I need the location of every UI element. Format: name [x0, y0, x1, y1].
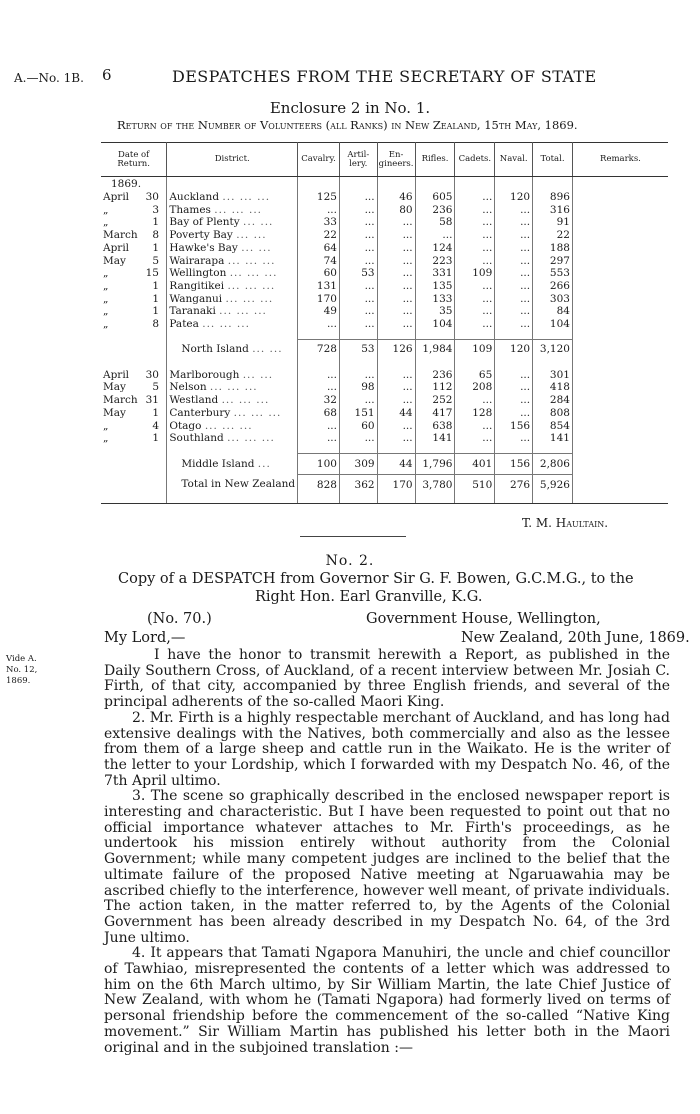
engineers-cell: 44 — [377, 407, 415, 420]
table-row — [101, 407, 668, 420]
total-cell: 303 — [533, 293, 573, 306]
remarks-cell — [572, 305, 668, 318]
naval-cell: ... — [495, 267, 533, 280]
cavalry-cell: ... — [298, 432, 340, 445]
table-row — [101, 305, 668, 318]
total-cell: 141 — [533, 432, 573, 445]
cavalry-cell: 64 — [298, 242, 340, 255]
column-header: Date of Return. — [101, 143, 167, 177]
rifles-cell: 124 — [415, 242, 455, 255]
total-cell: 553 — [533, 267, 573, 280]
rifles-cell: ... — [415, 229, 455, 242]
remarks-cell — [572, 280, 668, 293]
table-row — [101, 432, 668, 445]
district-cell: Thames ... ... ... — [167, 204, 298, 217]
cavalry-cell: 68 — [298, 407, 340, 420]
engineers-cell: ... — [377, 267, 415, 280]
cavalry-cell: ... — [298, 420, 340, 433]
cavalry-cell: 125 — [298, 191, 340, 204]
artillery-cell: ... — [339, 242, 377, 255]
district-cell: Southland ... ... ... — [167, 432, 298, 445]
district-cell: Marlborough ... ... — [167, 369, 298, 382]
engineers-cell: ... — [377, 420, 415, 433]
naval-cell: ... — [495, 432, 533, 445]
remarks-cell — [572, 216, 668, 229]
date-cell: May 5 — [101, 381, 167, 394]
remarks-cell — [572, 394, 668, 407]
rifles-cell: 133 — [415, 293, 455, 306]
naval-cell: ... — [495, 407, 533, 420]
cadets-cell: ... — [455, 420, 495, 433]
remarks-cell — [572, 242, 668, 255]
divider-rule — [300, 536, 406, 537]
naval-cell: ... — [495, 229, 533, 242]
artillery-cell: ... — [339, 394, 377, 407]
cadets-cell: ... — [455, 305, 495, 318]
paragraph: 4. It appears that Tamati Ngapora Manuhiri, the uncle and chief councillor of Tawhiao, misrepresented the contents of a letter which was addressed to him on the 6th March ultimo, by Sir William Martin, the late Chief Justice of New Zealand, with whom he (Tamati Ngapora) had formerly lived on terms of personal friendship before the commencement of the so-called “Native King movement.” Sir William Martin has published his letter both in the Maori original and in the subjoined translation :— — [104, 945, 670, 1056]
date-cell: April 30 — [101, 369, 167, 382]
column-header: Cavalry. — [298, 143, 340, 177]
artillery-cell: ... — [339, 305, 377, 318]
column-header: Naval. — [495, 143, 533, 177]
cadets-cell: ... — [455, 242, 495, 255]
engineers-cell: ... — [377, 369, 415, 382]
district-cell: Poverty Bay ... ... — [167, 229, 298, 242]
total-cell: 91 — [533, 216, 573, 229]
date-cell: May 5 — [101, 255, 167, 268]
naval-cell: ... — [495, 369, 533, 382]
date-cell: April 30 — [101, 191, 167, 204]
district-cell: Otago ... ... ... — [167, 420, 298, 433]
cavalry-cell: 60 — [298, 267, 340, 280]
cavalry-cell: 22 — [298, 229, 340, 242]
cadets-cell: ... — [455, 229, 495, 242]
total-cell: 22 — [533, 229, 573, 242]
district-cell: Patea ... ... ... — [167, 318, 298, 331]
engineers-cell: ... — [377, 293, 415, 306]
rifles-cell: 112 — [415, 381, 455, 394]
enclosure-heading: Enclosure 2 in No. 1. — [269, 99, 431, 117]
table-row — [101, 204, 668, 217]
total-cell: 104 — [533, 318, 573, 331]
despatch-place-line2: New Zealand, 20th June, 1869. — [461, 630, 690, 646]
rifles-cell: 605 — [415, 191, 455, 204]
artillery-cell: ... — [339, 432, 377, 445]
artillery-cell: 151 — [339, 407, 377, 420]
artillery-cell: ... — [339, 229, 377, 242]
artillery-cell: ... — [339, 369, 377, 382]
remarks-cell — [572, 407, 668, 420]
paragraph: I have the honor to transmit herewith a Report, as published in the Daily Southern Cross, of Auckland, of a recent interview between Mr. Josiah C. Firth, of that city, accompanied by three English friends, and several of the principal adherents of the so-called Maori King. — [104, 647, 670, 711]
district-cell: Nelson ... ... ... — [167, 381, 298, 394]
document-code: A.—No. 1B. — [14, 71, 84, 85]
rifles-cell: 236 — [415, 369, 455, 382]
engineers-cell: 80 — [377, 204, 415, 217]
paragraph: 2. Mr. Firth is a highly respectable merchant of Auckland, and has long had extensive dealings with the Natives, both commercially and also as the lessee from them of a large sheep and cattle run in the Waikato. He is the writer of the letter to your Lordship, which I forwarded with my Despatch No. 46, of the 7th April ultimo. — [104, 709, 670, 789]
cadets-cell: 208 — [455, 381, 495, 394]
column-header: Artil-lery. — [339, 143, 377, 177]
subtotal-label: Middle Island — [181, 457, 255, 470]
engineers-cell: ... — [377, 305, 415, 318]
table-row — [101, 318, 668, 331]
district-cell: Rangitikei ... ... ... — [167, 280, 298, 293]
engineers-cell: ... — [377, 216, 415, 229]
date-cell: „ 15 — [101, 267, 167, 280]
remarks-cell — [572, 318, 668, 331]
naval-cell: ... — [495, 318, 533, 331]
naval-cell: ... — [495, 305, 533, 318]
table-row — [101, 267, 668, 280]
engineers-cell: 46 — [377, 191, 415, 204]
margin-note: Vide A. No. 12, 1869. — [6, 654, 38, 686]
date-cell: March 31 — [101, 394, 167, 407]
remarks-cell — [572, 420, 668, 433]
date-cell: „ 1 — [101, 293, 167, 306]
remarks-cell — [572, 229, 668, 242]
cadets-cell: ... — [455, 280, 495, 293]
district-cell: Bay of Plenty ... ... — [167, 216, 298, 229]
total-cell: 418 — [533, 381, 573, 394]
cadets-cell: ... — [455, 293, 495, 306]
year-label: 1869. — [101, 177, 167, 192]
page-header-title: DESPATCHES FROM THE SECRETARY OF STATE — [172, 67, 597, 86]
total-cell: 266 — [533, 280, 573, 293]
remarks-cell — [572, 204, 668, 217]
table-row — [101, 191, 668, 204]
rifles-cell: 223 — [415, 255, 455, 268]
salutation: My Lord,— — [104, 630, 186, 646]
rifles-cell: 135 — [415, 280, 455, 293]
column-header: Cadets. — [455, 143, 495, 177]
paragraph: 3. The scene so graphically described in the enclosed newspaper report is interesting and characteristic. But I have been requested to point out that no official importance whatever attaches to Mr. Firth's proceedings, as he undertook his mission entirely without authority from the Colonial Government; while many competent judges are inclined to the belief that the ultimate failure of the proposed Native meeting at Ngaruawahia may be ascribed chiefly to the interference, however well meant, of private individuals. The action taken, in the matter referred to, by the Agents of the Colonial Government has been already described in my Despatch No. 64, of the 3rd June ultimo. — [104, 788, 670, 946]
cadets-cell: 65 — [455, 369, 495, 382]
rifles-cell: 58 — [415, 216, 455, 229]
engineers-cell: ... — [377, 229, 415, 242]
cavalry-cell: 170 — [298, 293, 340, 306]
naval-cell: ... — [495, 280, 533, 293]
date-cell: „ 1 — [101, 432, 167, 445]
district-cell: Hawke's Bay ... ... — [167, 242, 298, 255]
middle-island-total-row: Middle Island ... 100 309 44 1,796 401 156 2,806 — [101, 453, 668, 474]
date-cell: „ 1 — [101, 305, 167, 318]
district-cell: Auckland ... ... ... — [167, 191, 298, 204]
engineers-cell: ... — [377, 318, 415, 331]
artillery-cell: ... — [339, 293, 377, 306]
cadets-cell: ... — [455, 318, 495, 331]
column-header: Rifles. — [415, 143, 455, 177]
cadets-cell: ... — [455, 216, 495, 229]
artillery-cell: ... — [339, 318, 377, 331]
engineers-cell: ... — [377, 242, 415, 255]
date-cell: „ 1 — [101, 216, 167, 229]
district-cell: Wellington ... ... ... — [167, 267, 298, 280]
cadets-cell: ... — [455, 394, 495, 407]
artillery-cell: ... — [339, 204, 377, 217]
volunteers-return-table — [101, 142, 668, 504]
naval-cell: ... — [495, 204, 533, 217]
rifles-cell: 417 — [415, 407, 455, 420]
engineers-cell: ... — [377, 394, 415, 407]
date-cell: March 8 — [101, 229, 167, 242]
naval-cell: 120 — [495, 191, 533, 204]
district-cell: Westland ... ... ... — [167, 394, 298, 407]
artillery-cell: ... — [339, 255, 377, 268]
cavalry-cell: ... — [298, 369, 340, 382]
naval-cell: ... — [495, 293, 533, 306]
remarks-cell — [572, 369, 668, 382]
remarks-cell — [572, 255, 668, 268]
total-cell: 84 — [533, 305, 573, 318]
rifles-cell: 35 — [415, 305, 455, 318]
despatch-number: No. 2. — [325, 553, 375, 569]
table-row — [101, 369, 668, 382]
cavalry-cell: ... — [298, 318, 340, 331]
grand-total-label: Total in New Zealand — [167, 474, 298, 495]
table-row — [101, 255, 668, 268]
despatch-reference: (No. 70.) — [147, 611, 212, 627]
table-row — [101, 280, 668, 293]
rifles-cell: 104 — [415, 318, 455, 331]
rifles-cell: 638 — [415, 420, 455, 433]
total-cell: 316 — [533, 204, 573, 217]
table-row — [101, 216, 668, 229]
district-cell: Canterbury ... ... ... — [167, 407, 298, 420]
naval-cell: ... — [495, 242, 533, 255]
total-cell: 808 — [533, 407, 573, 420]
year-row — [101, 177, 668, 192]
total-cell: 284 — [533, 394, 573, 407]
total-cell: 896 — [533, 191, 573, 204]
date-cell: May 1 — [101, 407, 167, 420]
cavalry-cell: 49 — [298, 305, 340, 318]
artillery-cell: ... — [339, 216, 377, 229]
cavalry-cell: 32 — [298, 394, 340, 407]
cavalry-cell: ... — [298, 381, 340, 394]
table-row — [101, 242, 668, 255]
artillery-cell: 98 — [339, 381, 377, 394]
artillery-cell: ... — [339, 191, 377, 204]
total-cell: 301 — [533, 369, 573, 382]
date-cell: „ 4 — [101, 420, 167, 433]
north-island-total-row: North Island ... ... 728 53 126 1,984 109 120 3,120 — [101, 339, 668, 360]
remarks-cell — [572, 191, 668, 204]
artillery-cell: ... — [339, 280, 377, 293]
remarks-cell — [572, 432, 668, 445]
naval-cell: ... — [495, 216, 533, 229]
artillery-cell: 53 — [339, 267, 377, 280]
rifles-cell: 236 — [415, 204, 455, 217]
grand-total-row: Total in New Zealand 828 362 170 3,780 510 276 5,926 — [101, 474, 668, 495]
remarks-cell — [572, 293, 668, 306]
column-header: District. — [167, 143, 298, 177]
table-header-row — [101, 143, 668, 177]
table-row — [101, 420, 668, 433]
naval-cell: ... — [495, 381, 533, 394]
naval-cell: 156 — [495, 420, 533, 433]
despatch-title-line2: Right Hon. Earl Granville, K.G. — [255, 589, 483, 605]
table-row — [101, 229, 668, 242]
date-cell: „ 1 — [101, 280, 167, 293]
date-cell: April 1 — [101, 242, 167, 255]
engineers-cell: ... — [377, 255, 415, 268]
table-row — [101, 381, 668, 394]
cadets-cell: ... — [455, 204, 495, 217]
despatch-body — [104, 647, 670, 1056]
table-row — [101, 394, 668, 407]
naval-cell: ... — [495, 255, 533, 268]
cadets-cell: ... — [455, 432, 495, 445]
cadets-cell: 109 — [455, 267, 495, 280]
naval-cell: ... — [495, 394, 533, 407]
engineers-cell: ... — [377, 432, 415, 445]
rifles-cell: 252 — [415, 394, 455, 407]
date-cell: „ 3 — [101, 204, 167, 217]
cavalry-cell: 74 — [298, 255, 340, 268]
column-header: En-gineers. — [377, 143, 415, 177]
despatch-place-line1: Government House, Wellington, — [366, 611, 601, 627]
cavalry-cell: ... — [298, 204, 340, 217]
total-cell: 854 — [533, 420, 573, 433]
column-header: Remarks. — [572, 143, 668, 177]
engineers-cell: ... — [377, 381, 415, 394]
signature: T. M. Haultain. — [522, 516, 609, 530]
cavalry-cell: 131 — [298, 280, 340, 293]
subtotal-label: North Island — [181, 343, 249, 356]
remarks-cell — [572, 381, 668, 394]
district-cell: Taranaki ... ... ... — [167, 305, 298, 318]
artillery-cell: 60 — [339, 420, 377, 433]
return-title: Return of the Number of Volunteers (all Ranks) in New Zealand, 15th May, 1869. — [117, 118, 578, 132]
date-cell: „ 8 — [101, 318, 167, 331]
despatch-title-line1: Copy of a DESPATCH from Governor Sir G. F. Bowen, G.C.M.G., to the — [118, 571, 634, 587]
rifles-cell: 331 — [415, 267, 455, 280]
cadets-cell: ... — [455, 255, 495, 268]
total-cell: 188 — [533, 242, 573, 255]
column-header: Total. — [533, 143, 573, 177]
remarks-cell — [572, 267, 668, 280]
district-cell: Wairarapa ... ... ... — [167, 255, 298, 268]
cadets-cell: 128 — [455, 407, 495, 420]
cadets-cell: ... — [455, 191, 495, 204]
table-row — [101, 293, 668, 306]
district-cell: Wanganui ... ... ... — [167, 293, 298, 306]
page-number: 6 — [102, 66, 112, 84]
engineers-cell: ... — [377, 280, 415, 293]
total-cell: 297 — [533, 255, 573, 268]
cavalry-cell: 33 — [298, 216, 340, 229]
rifles-cell: 141 — [415, 432, 455, 445]
